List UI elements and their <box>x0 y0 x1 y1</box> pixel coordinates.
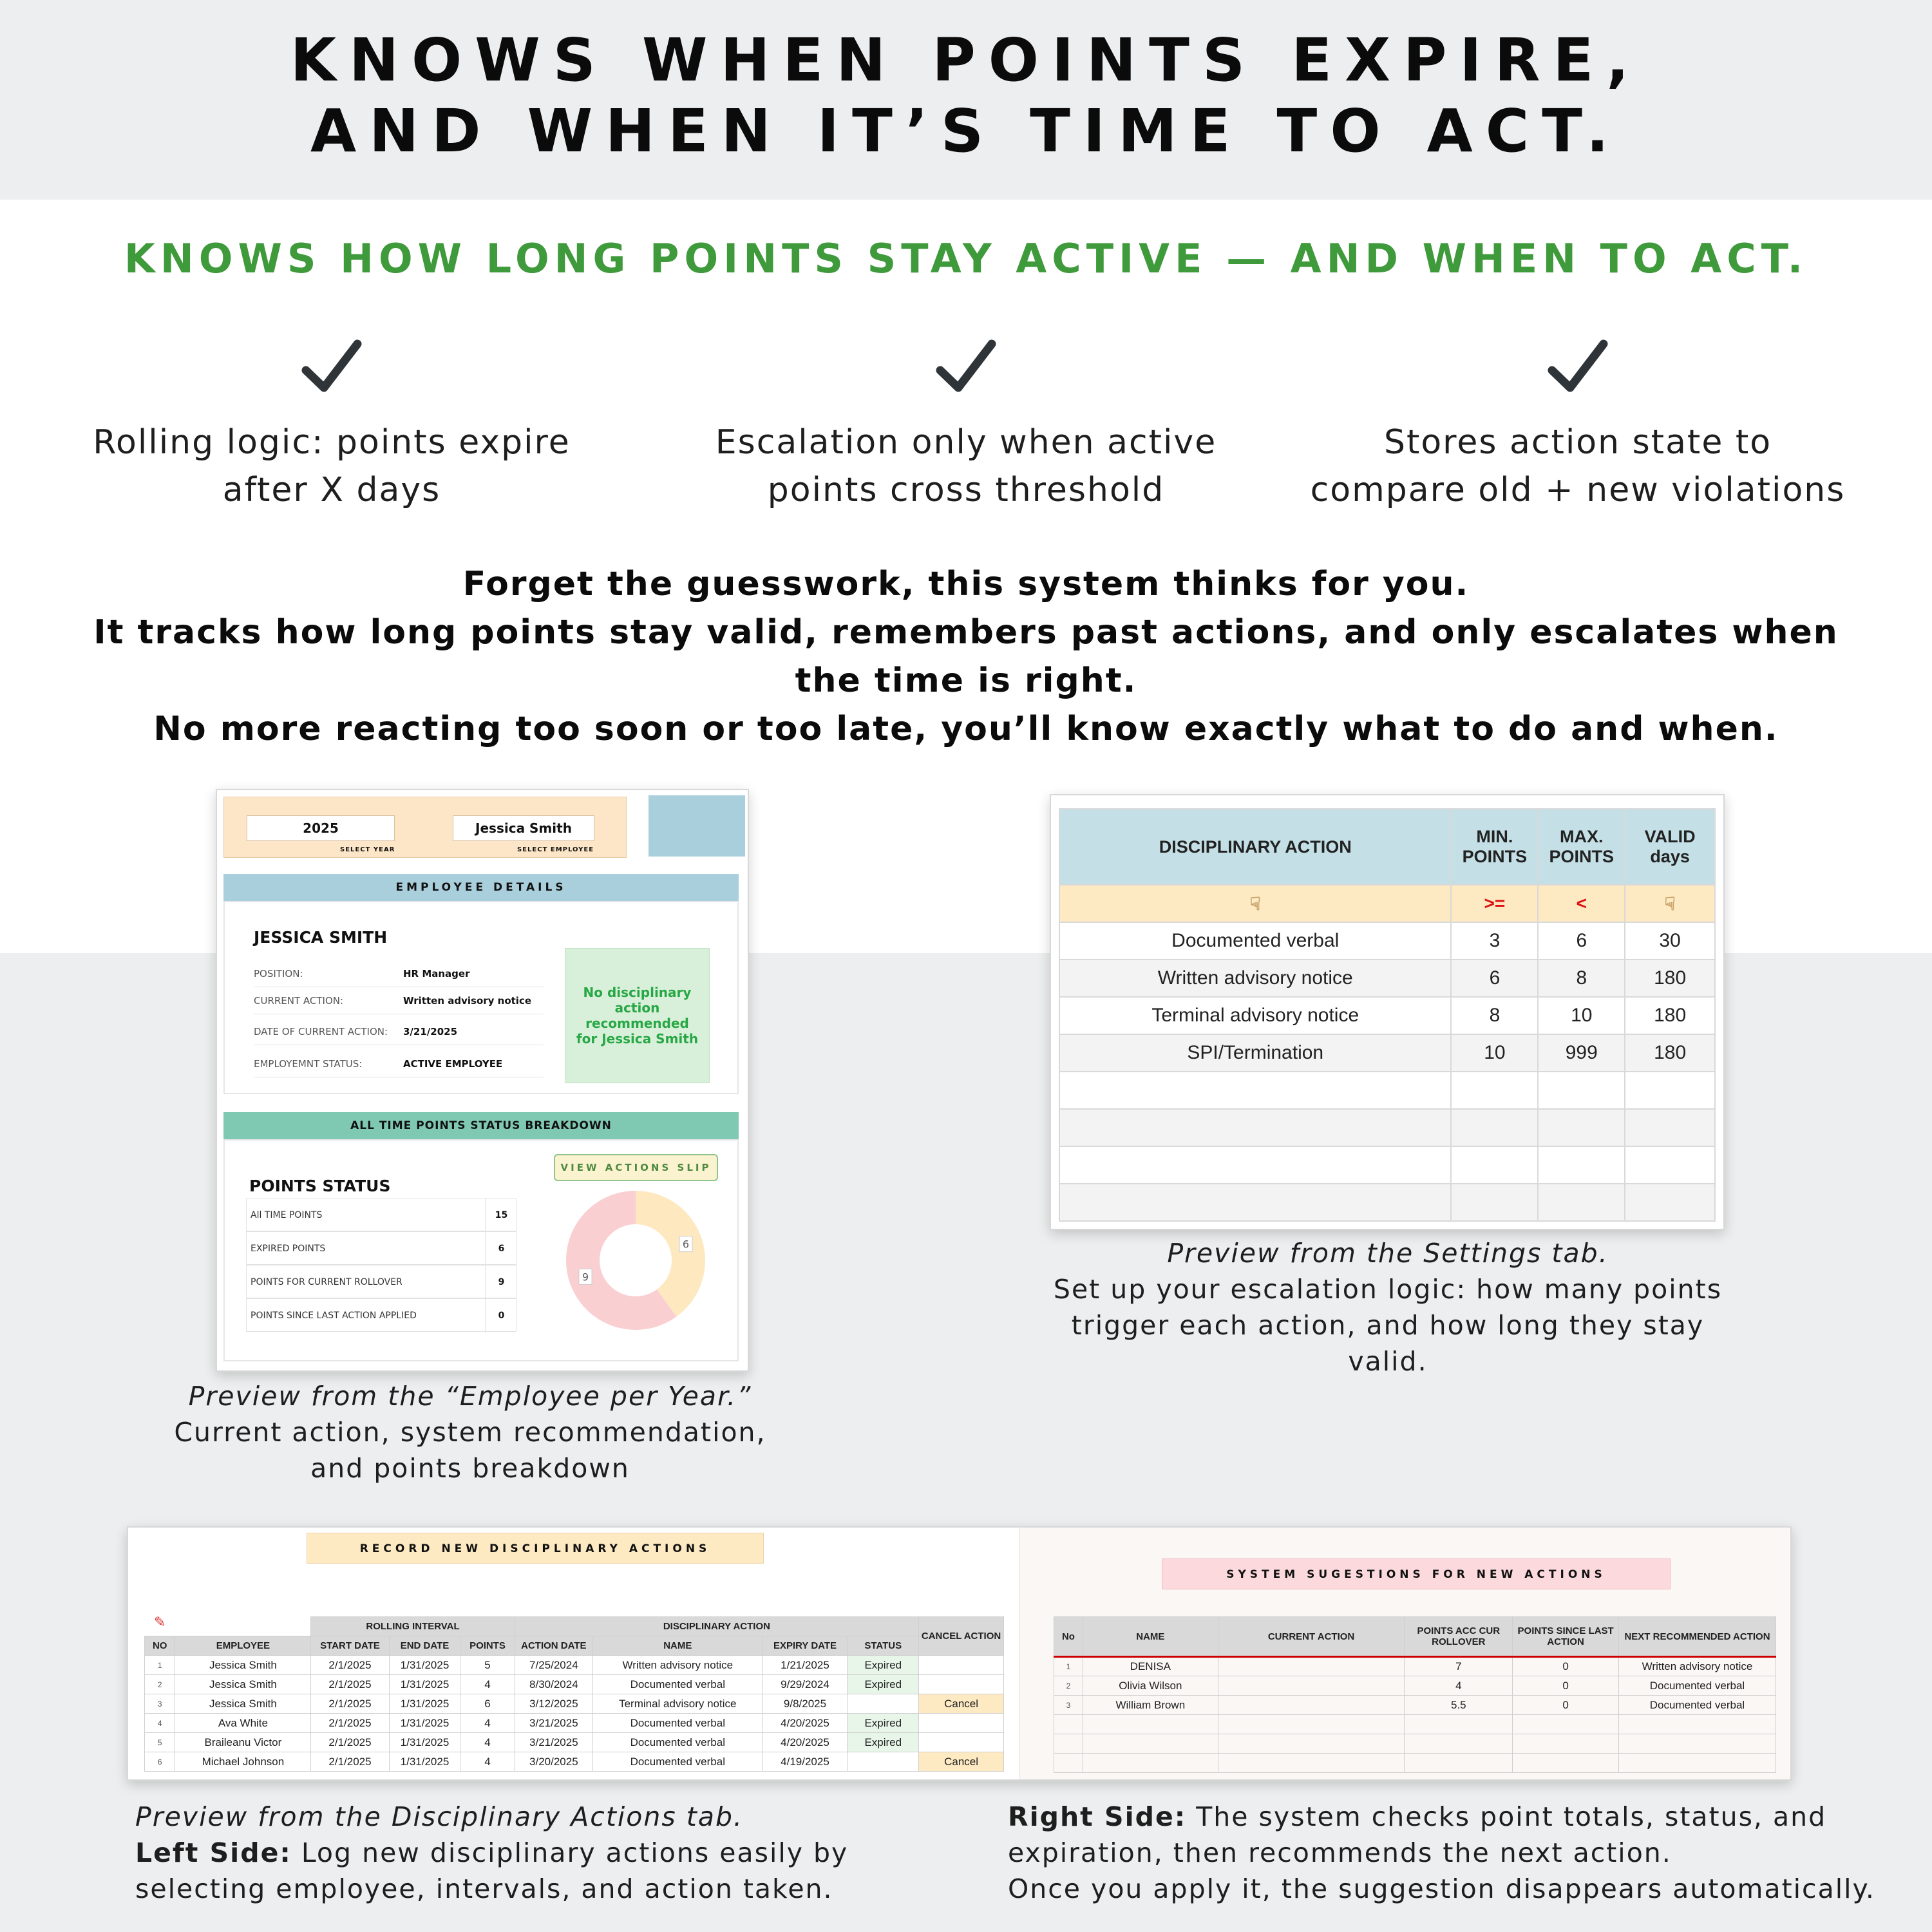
cancel-button[interactable]: Cancel <box>919 1694 1004 1714</box>
disciplinary-actions-preview <box>127 1526 1792 1781</box>
suggestion-empty-row <box>1054 1734 1776 1754</box>
feature-text: Rolling logic: points expire after X days <box>93 423 571 509</box>
settings-row: SPI/Termination 10 999 180 <box>1059 1034 1715 1072</box>
settings-header-row: DISCIPLINARY ACTION MIN. POINTS MAX. POINTS VALID days <box>1059 809 1715 885</box>
blue-block <box>649 795 745 857</box>
employee-details-band: EMPLOYEE DETAILS <box>223 874 739 901</box>
table-row: 5 Braileanu Victor 2/1/2025 1/31/2025 4 3/21/2025 Documented verbal 4/20/2025 Expired <box>145 1733 1004 1752</box>
settings-table <box>1059 808 1716 1222</box>
year-select[interactable]: 2025 <box>247 815 395 841</box>
caption-employee: Preview from the “Employee per Year.” Current action, system recommendation, and points breakdown <box>174 1381 766 1484</box>
points-row-current-rollover: POINTS FOR CURRENT ROLLOVER 9 <box>246 1265 516 1298</box>
caption-left-side: Preview from the Disciplinary Actions tab. Left Side: Log new disciplinary actions easily by selecting employee, intervals, and action taken. <box>135 1801 849 1904</box>
donut-label: 9 <box>582 1271 589 1283</box>
settings-row: Terminal advisory notice 8 10 180 <box>1059 997 1715 1034</box>
settings-empty-row <box>1059 1146 1715 1184</box>
employee-select-label: SELECT EMPLOYEE <box>517 846 594 853</box>
headline-line-1: KNOWS WHEN POINTS EXPIRE, <box>290 26 1642 95</box>
year-select-label: SELECT YEAR <box>340 846 395 853</box>
caption-right-side: Right Side: The system checks point totals, status, and expiration, then recommends the next action. Once you apply it, the suggestion disappears automatically. <box>1008 1801 1875 1904</box>
feature-text: Stores action state to compare old + new violations <box>1310 423 1846 509</box>
donut-label: 6 <box>682 1238 690 1251</box>
field-action-date: DATE OF CURRENT ACTION: 3/21/2025 <box>254 1018 544 1045</box>
points-row-all-time: All TIME POINTS 15 <box>246 1198 516 1231</box>
suggestion-row: 3 William Brown 5.5 0 Documented verbal <box>1054 1696 1776 1715</box>
suggestion-row: 1 DENISA 7 0 Written advisory notice <box>1054 1657 1776 1676</box>
settings-empty-row <box>1059 1184 1715 1221</box>
suggestion-row: 2 Olivia Wilson 4 0 Documented verbal <box>1054 1676 1776 1696</box>
pointer-icon: ☟ <box>1664 893 1676 914</box>
points-donut-chart <box>562 1186 710 1334</box>
comment-icon: ✎ <box>154 1615 166 1631</box>
table-row: 3 Jessica Smith 2/1/2025 1/31/2025 6 3/12/2025 Terminal advisory notice 9/8/2025 Cancel <box>145 1694 1004 1714</box>
employee-select[interactable]: Jessica Smith <box>453 815 594 841</box>
view-actions-slip-button[interactable]: VIEW ACTIONS SLIP <box>554 1154 718 1181</box>
checkmark-icon <box>934 335 998 399</box>
field-employment-status: EMPLOYEMNT STATUS: ACTIVE EMPLOYEE <box>254 1050 544 1077</box>
settings-empty-row <box>1059 1072 1715 1109</box>
suggestion-empty-row <box>1054 1715 1776 1734</box>
table-row: 1 Jessica Smith 2/1/2025 1/31/2025 5 7/25/2024 Written advisory notice 1/21/2025 Expired <box>145 1656 1004 1675</box>
suggestion-empty-row <box>1054 1754 1776 1773</box>
settings-operator-row: ☟ >= < ☟ <box>1059 885 1715 922</box>
points-row-since-last-action: POINTS SINCE LAST ACTION APPLIED 0 <box>246 1298 516 1332</box>
field-position: POSITION: HR Manager <box>254 960 544 987</box>
field-current-action: CURRENT ACTION: Written advisory notice <box>254 987 544 1014</box>
breakdown-band: ALL TIME POINTS STATUS BREAKDOWN <box>223 1112 739 1139</box>
points-status-title: POINTS STATUS <box>249 1177 391 1195</box>
record-actions-title: RECORD NEW DISCIPLINARY ACTIONS <box>307 1533 764 1564</box>
checkmark-icon <box>299 335 364 399</box>
description: Forget the guesswork, this system thinks for you. It tracks how long points stay valid, remembers past actions, and only escalates when the time is right. No more reacting too soon or too late, you’ll know exactly what to do and when. <box>93 565 1839 748</box>
recommendation-box: No disciplinary action recommended for Jessica Smith <box>565 948 710 1083</box>
cancel-action-header: CANCEL ACTION <box>919 1617 1004 1656</box>
employee-name: JESSICA SMITH <box>254 928 388 947</box>
points-row-expired: EXPIRED POINTS 6 <box>246 1231 516 1265</box>
headline-line-2: AND WHEN IT’S TIME TO ACT. <box>310 97 1622 166</box>
disciplinary-table: ROLLING INTERVAL DISCIPLINARY ACTION CANCEL ACTION NO EMPLOYEE START DATE END DATE POINTS ACTION DATE NAME EXPIRY DATE STATUS 1 Jessica Smith 2/1/2025 1/31/2025 5 7/25/2024 Written advisory notice 1/21/2025 Expired 2 Jessica Smith 2/1/2025 1/31/2025 4 8/30/2024 Documented verbal 9/29/2024 Expired 3 Jessica Smith 2/1/2025 1/31/2025 6 3/12/2025 Terminal advisory notice 9/8/2025 Cancel 4 Ava White 2/1/2025 1/31/2025 4 3/21/2025 Documented verbal 4/20/2025 Expired 5 Braileanu Victor 2/1/2025 1/31/2025 4 3/21/2025 Documented verbal 4/20/2025 Expired 6 Michael Johnson 2/1/2025 1/31/2025 4 3/20/2025 Documented verbal 4/19/2025 Cancel <box>144 1616 1004 1772</box>
table-row: 6 Michael Johnson 2/1/2025 1/31/2025 4 3/20/2025 Documented verbal 4/19/2025 Cancel <box>145 1752 1004 1772</box>
feature-rolling-logic <box>42 335 621 514</box>
pointer-icon: ☟ <box>1249 893 1261 914</box>
suggestions-table: No NAME CURRENT ACTION POINTS ACC CUR ROLLOVER POINTS SINCE LAST ACTION NEXT RECOMMENDED ACTION 1 DENISA 7 0 Written advisory notice 2 Olivia Wilson 4 0 Documented verbal 3 William Brown 5.5 0 Documented verbal <box>1054 1616 1776 1773</box>
system-suggestions-title: SYSTEM SUGESTIONS FOR NEW ACTIONS <box>1162 1558 1671 1589</box>
caption-settings: Preview from the Settings tab. Set up your escalation logic: how many points trigger each action, and how long they stay valid. <box>1053 1238 1723 1377</box>
subheading: KNOWS HOW LONG POINTS STAY ACTIVE — AND WHEN TO ACT. <box>124 235 1808 282</box>
checkmark-icon <box>1546 335 1610 399</box>
settings-row: Documented verbal 3 6 30 <box>1059 922 1715 960</box>
cancel-button[interactable]: Cancel <box>919 1752 1004 1772</box>
employee-preview <box>216 789 749 1372</box>
feature-escalation <box>676 335 1256 514</box>
settings-empty-row <box>1059 1109 1715 1146</box>
feature-action-state <box>1288 335 1868 514</box>
feature-text: Escalation only when active points cross threshold <box>715 423 1217 509</box>
settings-row: Written advisory notice 6 8 180 <box>1059 960 1715 997</box>
table-row: 2 Jessica Smith 2/1/2025 1/31/2025 4 8/30/2024 Documented verbal 9/29/2024 Expired <box>145 1675 1004 1694</box>
settings-preview <box>1050 794 1725 1230</box>
table-row: 4 Ava White 2/1/2025 1/31/2025 4 3/21/2025 Documented verbal 4/20/2025 Expired <box>145 1714 1004 1733</box>
selector-bar <box>223 797 627 858</box>
